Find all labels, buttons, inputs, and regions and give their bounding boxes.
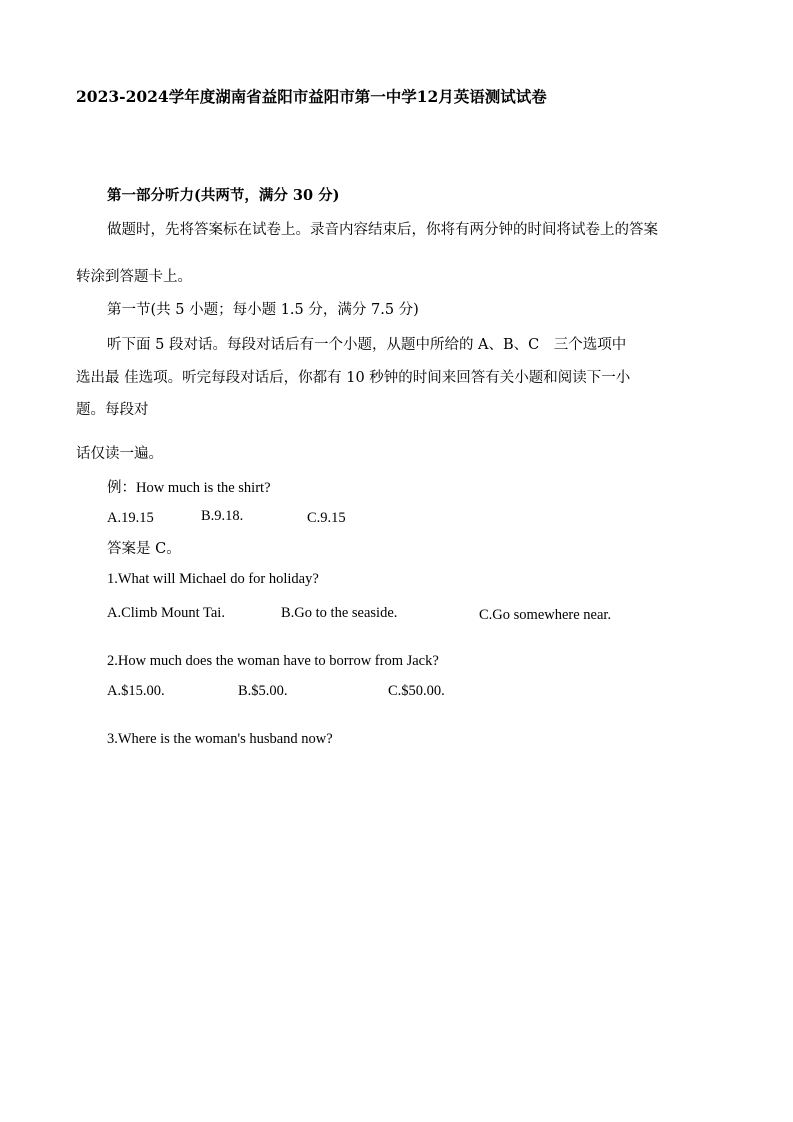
intro-line-2: 转涂到答题卡上。	[76, 269, 192, 285]
part1-heading: 第一部分听力(共两节，满分 30 分)	[107, 187, 340, 204]
section1-line-2: 选出最 佳选项。听完每段对话后，你都有 10 秒钟的时间来回答有关小题和阅读下一小	[76, 370, 631, 386]
intro-line-1: 做题时，先将答案标在试卷上。录音内容结束后，你将有两分钟的时间将试卷上的答案	[107, 222, 658, 238]
question-1-option-a: A.Climb Mount Tai.	[107, 605, 225, 621]
section1-line-3: 题。每段对	[76, 402, 149, 418]
question-3-stem: 3.Where is the woman's husband now?	[107, 731, 333, 747]
question-2-stem: 2.How much does the woman have to borrow from Jack?	[107, 653, 439, 669]
section1-line-1: 听下面 5 段对话。每段对话后有一个小题，从题中所给的 A、B、C 三个选项中	[107, 337, 627, 353]
question-2-option-a: A.$15.00.	[107, 683, 165, 699]
example-option-a: A.19.15	[107, 510, 154, 526]
question-2-option-c: C.$50.00.	[388, 683, 445, 699]
example-option-b: B.9.18.	[201, 508, 244, 524]
example-option-c: C.9.15	[307, 510, 346, 526]
question-2-option-b: B.$5.00.	[238, 683, 288, 699]
page-title: 2023-2024学年度湖南省益阳市益阳市第一中学12月英语测试试卷	[76, 87, 547, 106]
section1-line-4: 话仅读一遍。	[76, 446, 163, 462]
question-1-stem: 1.What will Michael do for holiday?	[107, 571, 319, 587]
section1-heading: 第一节(共 5 小题；每小题 1.5 分，满分 7.5 分)	[107, 302, 419, 318]
example-answer: 答案是 C。	[107, 541, 181, 557]
example-question: 例：How much is the shirt?	[107, 480, 271, 496]
question-1-option-b: B.Go to the seaside.	[281, 605, 398, 621]
question-1-option-c: C.Go somewhere near.	[479, 607, 612, 623]
